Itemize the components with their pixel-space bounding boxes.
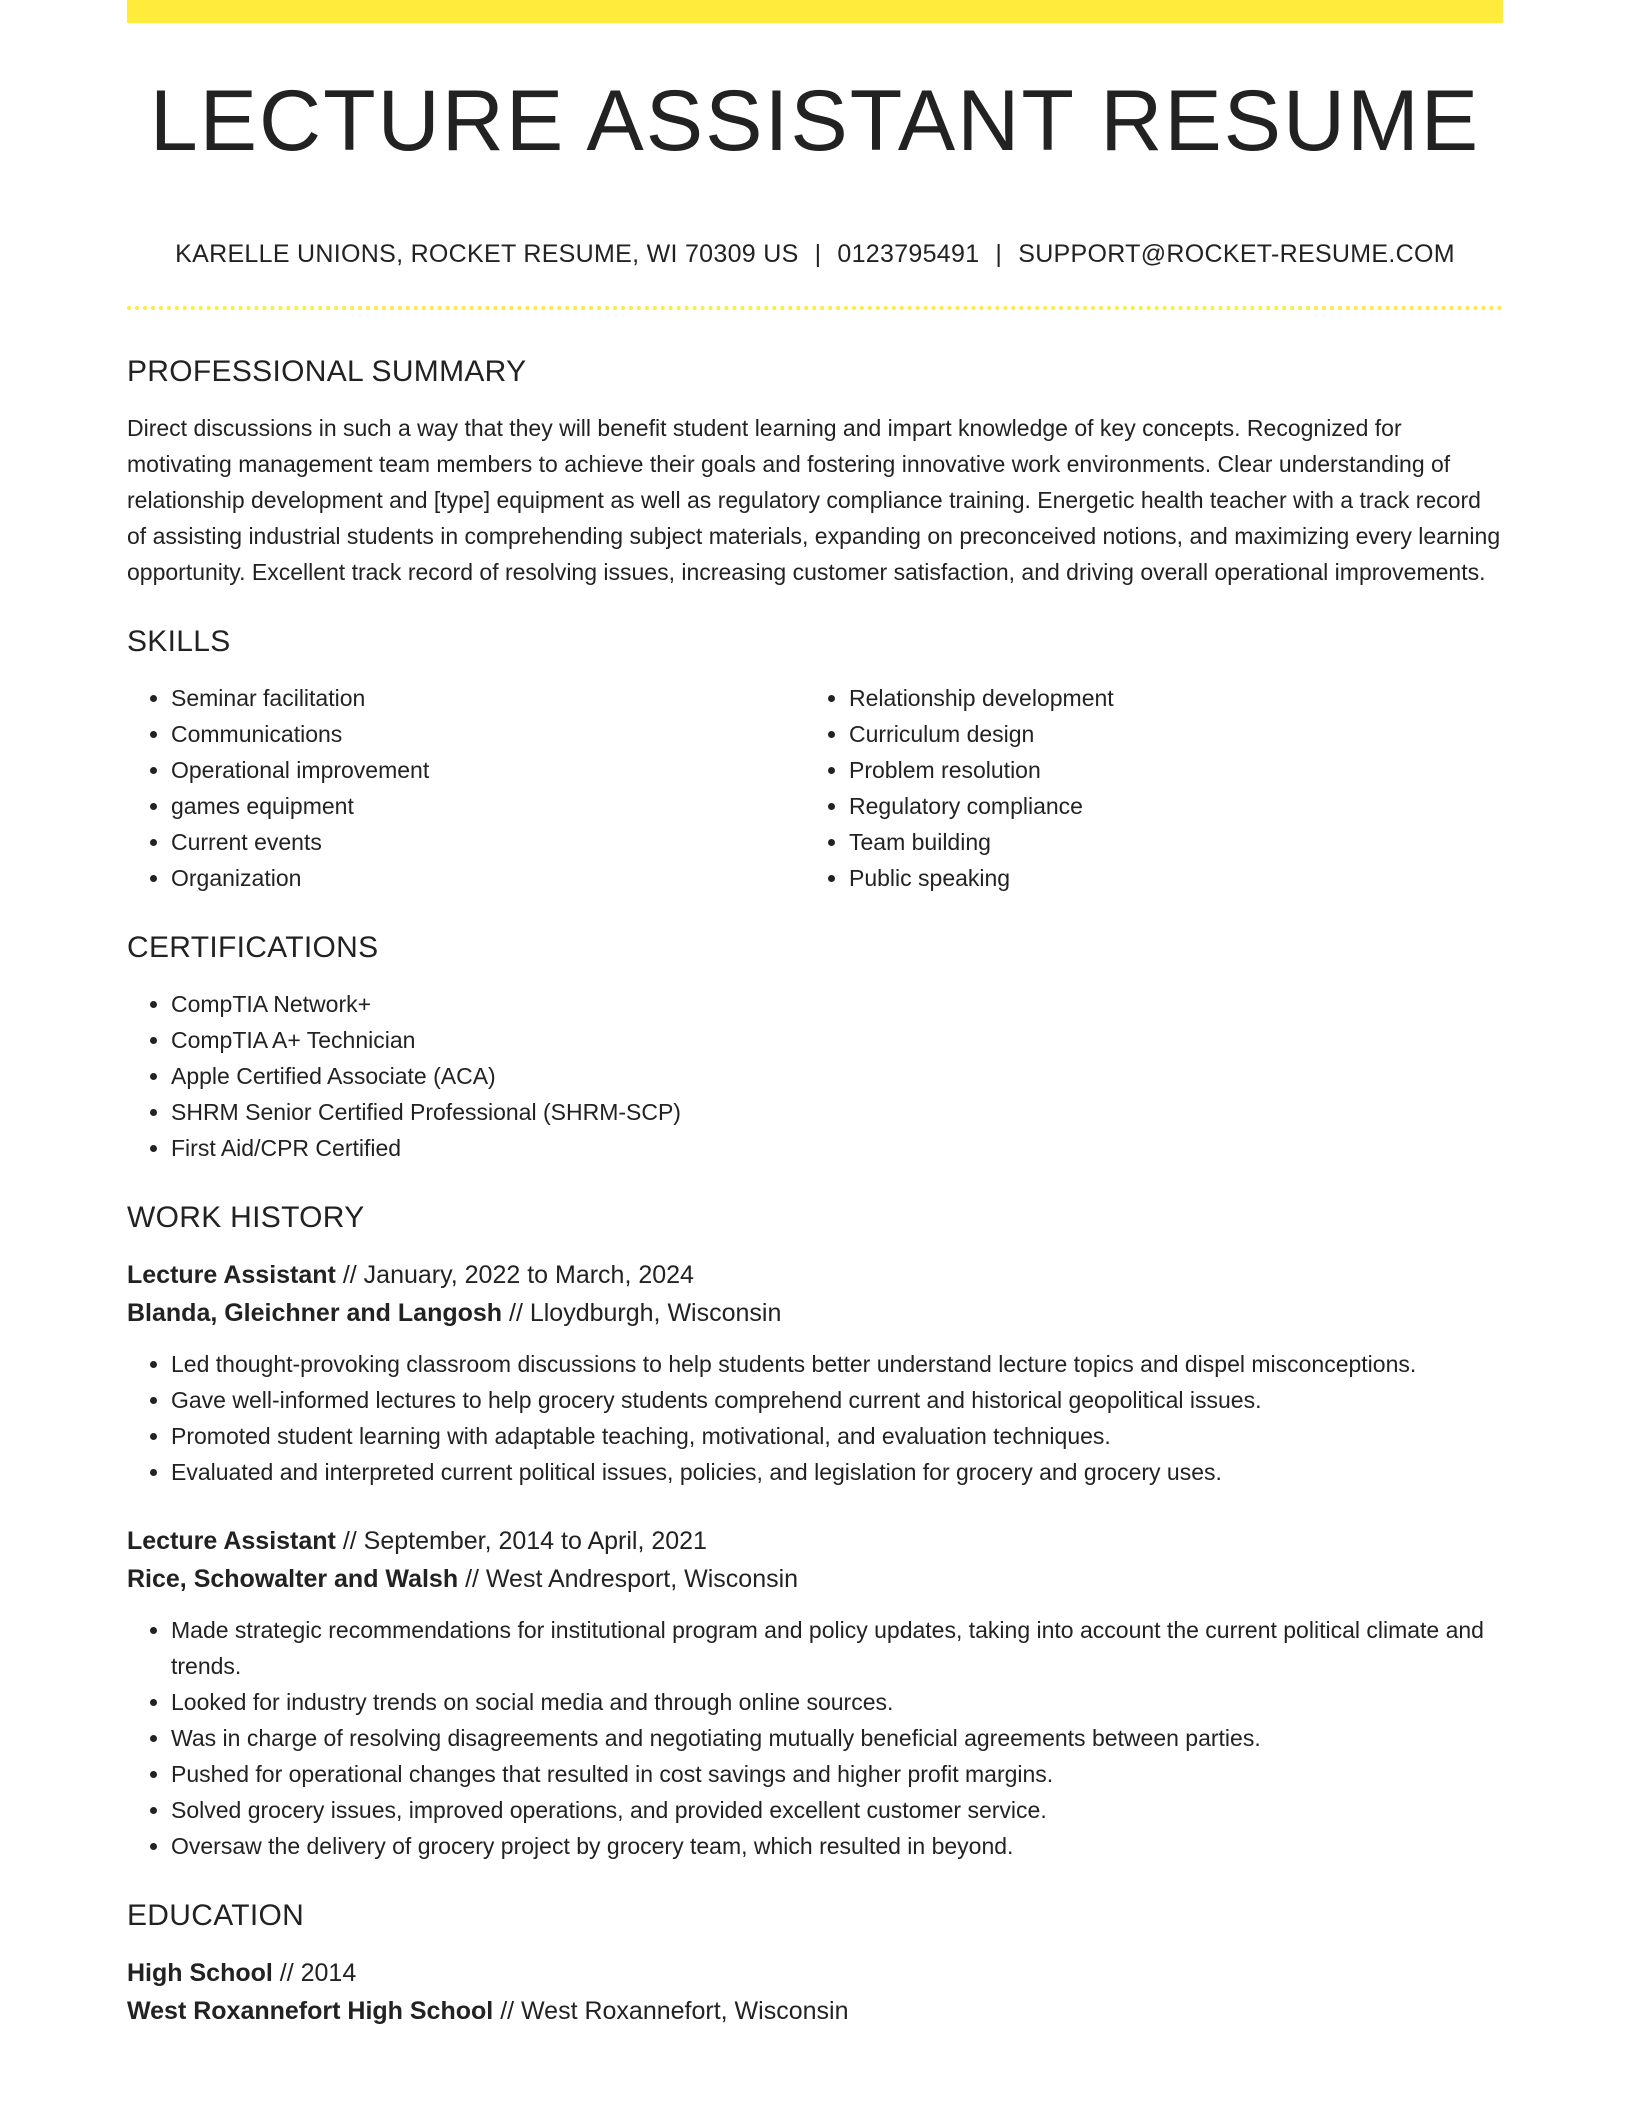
certification-item: • First Aid/CPR Certified [171, 1130, 1503, 1166]
summary-section [127, 352, 1503, 590]
job-bullet: • Solved grocery issues, improved operations, and provided excellent customer service. [171, 1792, 1503, 1828]
job-bullet: • Looked for industry trends on social media and through online sources. [171, 1684, 1503, 1720]
job-title: Lecture Assistant [127, 1527, 336, 1555]
page-title: LECTURE ASSISTANT RESUME [149, 73, 1481, 169]
education-year: // 2014 [279, 1959, 357, 1987]
certification-item: • CompTIA Network+ [171, 986, 1503, 1022]
skill-item: • Problem resolution [849, 752, 1483, 788]
contact-email: SUPPORT@ROCKET-RESUME.COM [1018, 240, 1455, 268]
education-school: West Roxannefort High School [127, 1997, 494, 2025]
job-bullet: • Led thought-provoking classroom discussions to help students better understand lecture topics and dispel misconceptions. [171, 1346, 1503, 1382]
contact-line [127, 238, 1503, 270]
contact-phone: 0123795491 [837, 240, 980, 268]
certifications-heading: CERTIFICATIONS [127, 931, 379, 964]
job-bullets [127, 1612, 1503, 1864]
skill-item: • Regulatory compliance [849, 788, 1483, 824]
job-dates: // September, 2014 to April, 2021 [342, 1527, 707, 1555]
certification-item: • Apple Certified Associate (ACA) [171, 1058, 1503, 1094]
job-company-line [127, 1294, 1503, 1332]
education-location: // West Roxannefort, Wisconsin [500, 1997, 849, 2025]
skill-item: • Seminar facilitation [171, 680, 805, 716]
job-entry [127, 1522, 1503, 1864]
skill-item: • Team building [849, 824, 1483, 860]
job-location: // West Andresport, Wisconsin [465, 1565, 799, 1593]
job-dates: // January, 2022 to March, 2024 [342, 1261, 694, 1289]
skills-list-right [805, 680, 1483, 896]
work-history-section [127, 1198, 1503, 1864]
certification-item: • SHRM Senior Certified Professional (SHRM-SCP) [171, 1094, 1503, 1130]
education-degree: High School [127, 1959, 273, 1987]
job-company: Rice, Schowalter and Walsh [127, 1565, 459, 1593]
certifications-section [127, 928, 1503, 1166]
skills-heading: SKILLS [127, 625, 231, 658]
dotted-divider [127, 306, 1503, 310]
skill-item: • Public speaking [849, 860, 1483, 896]
skills-list-left [127, 680, 805, 896]
job-company-line [127, 1560, 1503, 1598]
education-heading: EDUCATION [127, 1899, 305, 1932]
skill-item: • Current events [171, 824, 805, 860]
education-school-line [127, 1992, 1503, 2030]
skills-grid [127, 680, 1503, 896]
skill-item: • Curriculum design [849, 716, 1483, 752]
job-bullet: • Evaluated and interpreted current political issues, policies, and legislation for grocery and grocery uses. [171, 1454, 1503, 1490]
job-bullet: • Oversaw the delivery of grocery project by grocery team, which resulted in beyond. [171, 1828, 1503, 1864]
skill-item: • games equipment [171, 788, 805, 824]
work-history-heading: WORK HISTORY [127, 1201, 365, 1234]
job-company: Blanda, Gleichner and Langosh [127, 1299, 503, 1327]
job-title-line [127, 1522, 1503, 1560]
education-entry [127, 1954, 1503, 2030]
job-bullets [127, 1346, 1503, 1490]
resume-body [127, 352, 1503, 2030]
job-bullet: • Was in charge of resolving disagreements and negotiating mutually beneficial agreements between parties. [171, 1720, 1503, 1756]
certifications-list [127, 986, 1503, 1166]
summary-heading: PROFESSIONAL SUMMARY [127, 355, 527, 388]
job-title-line [127, 1256, 1503, 1294]
skill-item: • Operational improvement [171, 752, 805, 788]
job-location: // Lloydburgh, Wisconsin [509, 1299, 782, 1327]
skill-item: • Relationship development [849, 680, 1483, 716]
job-bullet: • Made strategic recommendations for institutional program and policy updates, taking into account the current political climate and trends. [171, 1612, 1503, 1684]
certification-item: • CompTIA A+ Technician [171, 1022, 1503, 1058]
contact-separator: | [814, 240, 822, 268]
skills-section [127, 622, 1503, 896]
summary-text: Direct discussions in such a way that they will benefit student learning and impart knowledge of key concepts. Recognized for motivating management team members to achieve their goals and fostering innovative work environments. Clear understanding of relationship development and [type] equipment as well as regulatory compliance training. Energetic health teacher with a track record of assisting industrial students in comprehending subject materials, expanding on preconceived notions, and maximizing every learning opportunity. Excellent track record of resolving issues, increasing customer satisfaction, and driving overall operational improvements. [127, 415, 1501, 585]
job-bullet: • Pushed for operational changes that resulted in cost savings and higher profit margins. [171, 1756, 1503, 1792]
contact-separator: | [995, 240, 1003, 268]
education-degree-line [127, 1954, 1503, 1992]
job-entry [127, 1256, 1503, 1490]
job-bullet: • Gave well-informed lectures to help grocery students comprehend current and historical geopolitical issues. [171, 1382, 1503, 1418]
education-section [127, 1896, 1503, 2030]
job-bullet: • Promoted student learning with adaptable teaching, motivational, and evaluation techniques. [171, 1418, 1503, 1454]
contact-address: KARELLE UNIONS, ROCKET RESUME, WI 70309 US [175, 240, 799, 268]
skill-item: • Communications [171, 716, 805, 752]
skill-item: • Organization [171, 860, 805, 896]
job-title: Lecture Assistant [127, 1261, 336, 1289]
top-accent-bar [127, 0, 1503, 23]
